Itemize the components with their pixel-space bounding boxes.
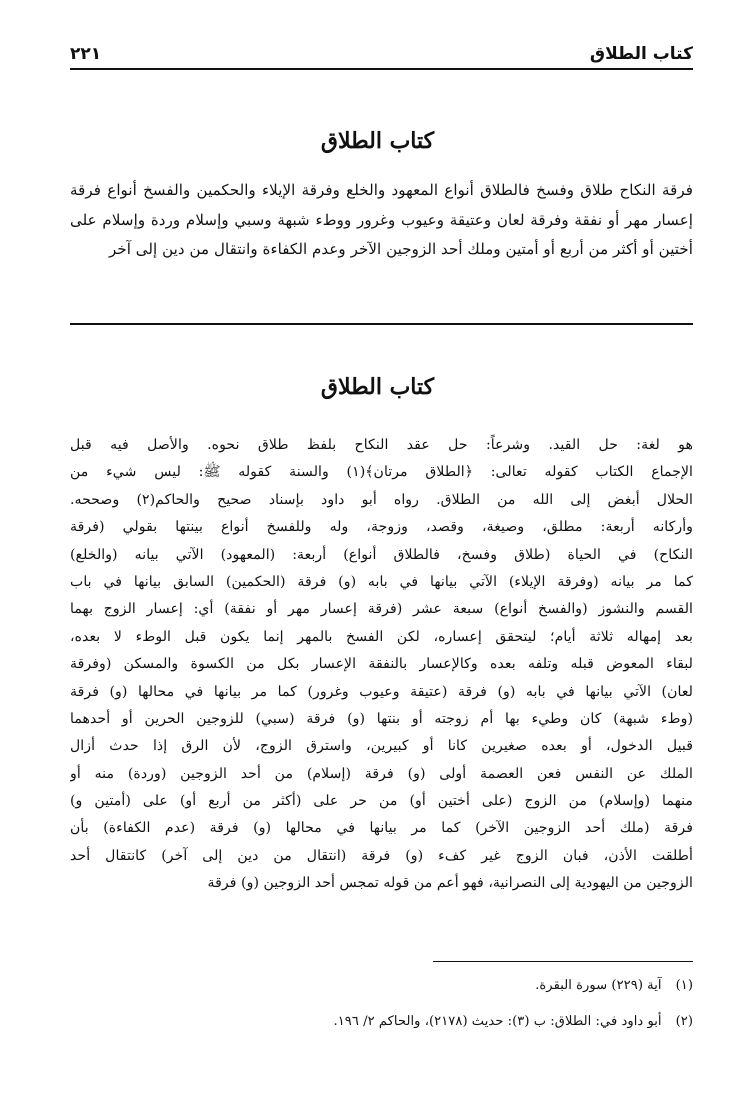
body-line: لبقاء المعوض قبله وتلفه بعده وكالإعسار بالنفقة الإعسار بكل من الكسوة والمسكن (وفرقة [70, 656, 693, 673]
footnote-number: (١) [675, 978, 693, 993]
body-line: منهما (وإسلام) من الزوج (على أختين أو) من حر على (أكثر من أربع أو) على (أمتين و) [70, 793, 693, 810]
footnote-text: أبو داود في: الطلاق: ب (٣): حديث (٢١٧٨)، والحاكم ٢/ ١٩٦. [333, 1014, 662, 1029]
header-divider [70, 68, 693, 70]
footnote-divider [433, 961, 693, 962]
body-line: لعان) الآتي بيانها في بابه (و) فرقة (عتيقة وعيوب وغرور) كما مر بيانها في محالها (و) فرقة [70, 683, 693, 700]
body-line: (وطء شبهة) كان وطيء بها أم زوجته أو بنتها (و) فرقة (سبي) للزوجين الحرين أو أحدهما [70, 710, 693, 727]
page-number: ٢٢١ [70, 44, 102, 64]
body-line: أطلقت الأذن، فبان الزوج غير كفء (و) فرقة (انتقال من دين إلى آخر) كانتقال أحد [70, 847, 693, 864]
footnote-text: آية (٢٢٩) سورة البقرة. [535, 978, 662, 993]
body-line: الإجماع الكتاب كقوله تعالى: ﴿الطلاق مرتان﴾(١) والسنة كقوله ﷺ: ليس شيء من [70, 464, 693, 481]
running-header-title: كتاب الطلاق [589, 44, 693, 64]
body-line: هو لغة: حل القيد. وشرعاً: حل عقد النكاح بلفظ طلاق نحوه. والأصل فيه قبل [70, 437, 693, 453]
footnote-1 [70, 968, 693, 1004]
body-line: الزوجين من اليهودية إلى النصرانية، فهو أعم من قوله تمجس أحد الزوجين (و) فرقة [207, 875, 693, 892]
body-line: فرقة (ملك أحد الزوجين الآخر) كما مر بيانها في محالها (و) فرقة (عدم الكفاءة) بأن [70, 820, 693, 837]
section-divider [70, 323, 693, 325]
matn-summary: فرقة النكاح طلاق وفسخ فالطلاق أنواع المعهود والخلع وفرقة الإيلاء والحكمين والفسخ أنواع فرقة إعسار مهر أو نفقة وفرقة لعان وعتيقة وعيوب وغرور ووطء شبهة وسبي وإسلام وردة وإسلام على أختين أو أكثر من أربع أو أمتين وملك أحد الزوجين الآخر وعدم الكفاءة وانتقال من دين إلى آخر [70, 181, 693, 258]
commentary-body [70, 432, 693, 898]
section-title-summary: كتاب الطلاق [320, 128, 435, 154]
body-line: الملك عن النفس فعن العصمة أولى (و) فرقة (إسلام) من أحد الزوجين (وردة) منه أو [70, 765, 693, 782]
footnote-number: (٢) [675, 1014, 693, 1029]
body-line: قبيل الدخول، أو بعده صغيرين كانا أو كبيرين، واسترق الزوج، لأن الرق إذا حدث أزال [70, 738, 693, 755]
body-line: النكاح) في الحياة (طلاق وفسخ، فالطلاق أنواع) أربعة: (المعهود) الآتي بيانه (والخلع) [70, 546, 693, 563]
running-header [70, 38, 693, 64]
section-title-commentary: كتاب الطلاق [320, 374, 435, 400]
body-line: كما مر بيانه (وفرقة الإيلاء) الآتي بيانها في بابه (و) فرقة (الحكمين) السابق بيانها في باب [70, 573, 693, 590]
body-line: الحلال أبغض إلى الله من الطلاق. رواه أبو داود بإسناد صحيح والحاكم(٢) وصححه. [70, 491, 693, 508]
body-line: القسم والنشوز (والفسخ أنواع) سبعة عشر (فرقة إعسار مهر أو نفقة) أي: إعسار الزوج بهما [70, 601, 693, 618]
body-line: بعد إمهاله ثلاثة أيام؛ ليتحقق إعساره، لكن الفسخ بالمهر إنما يكون قبل الوطء لا بعده، [70, 628, 693, 645]
body-line: وأركانه أربعة: مطلق، وصيغة، وقصد، وزوجة، وله وللفسخ أنواع بينتها بقولي (فرقة [70, 519, 693, 536]
footnote-2 [70, 1004, 693, 1040]
footnotes [70, 968, 693, 1040]
